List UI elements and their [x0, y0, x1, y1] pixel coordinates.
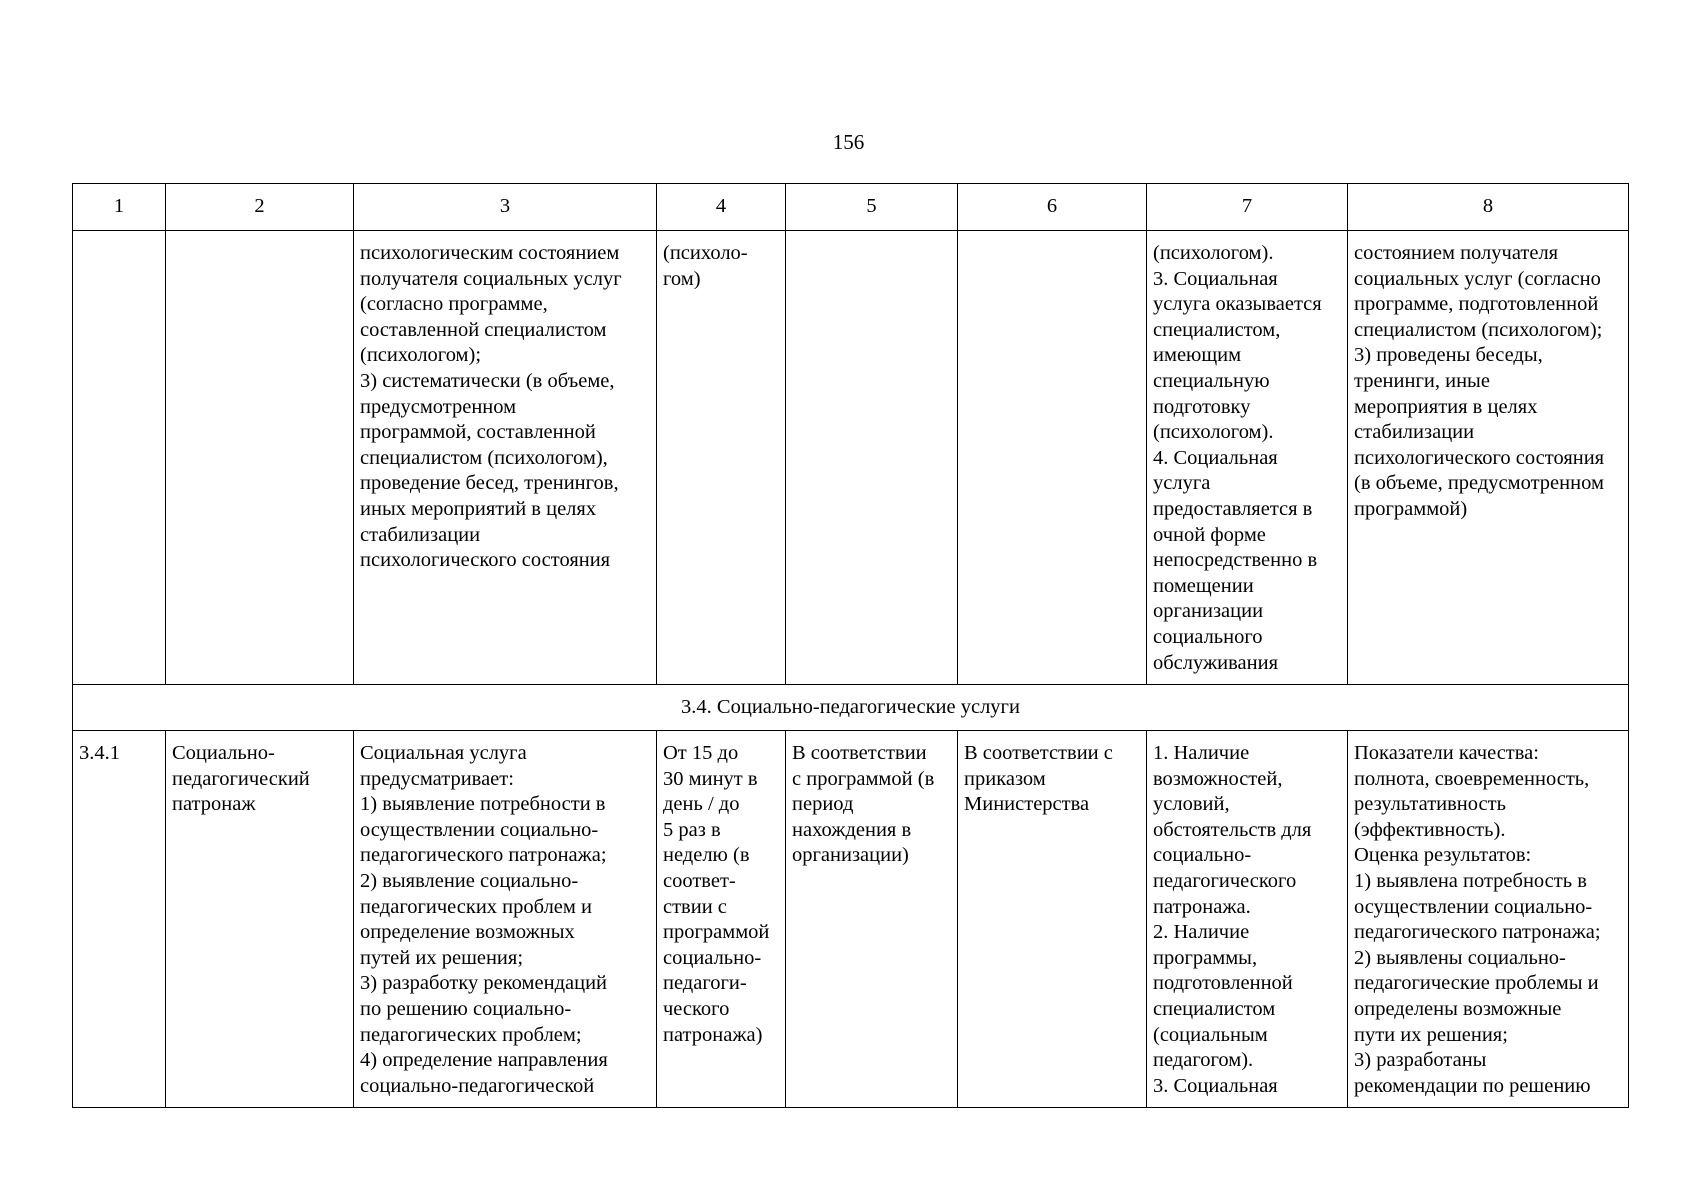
cell-frequency: [786, 231, 958, 685]
cell-tariff: В соответствии с приказом Министерства: [958, 731, 1147, 1108]
column-number-8: 8: [1348, 184, 1629, 231]
table-header-row: [73, 184, 1629, 231]
column-number-2: 2: [166, 184, 354, 231]
column-number-7: 7: [1147, 184, 1348, 231]
table-row-continued: [73, 231, 1629, 685]
section-title: 3.4. Социально-педагогические услуги: [73, 685, 1629, 731]
column-number-1: 1: [73, 184, 166, 231]
section-row: [73, 685, 1629, 731]
cell-service-name: [166, 231, 354, 685]
services-table: [72, 183, 1629, 1108]
cell-service-time: (психоло- гом): [657, 231, 786, 685]
cell-number: 3.4.1: [73, 731, 166, 1108]
cell-quality-indicators: состоянием получателя социальных услуг (согласно программе, подготовленной специалистом (психологом); 3) проведены беседы, тренинги, иные мероприятия в целях стабилизации психологического состояния (в объеме, предусмотренном программой): [1348, 231, 1629, 685]
column-number-3: 3: [354, 184, 657, 231]
table-row-3-4-1: [73, 731, 1629, 1108]
cell-service-time: От 15 до 30 минут в день / до 5 раз в неделю (в соответ- ствии с программой социально- педагоги- ческого патронажа): [657, 731, 786, 1108]
cell-conditions: (психологом). 3. Социальная услуга оказывается специалистом, имеющим специальную подготовку (психологом). 4. Социальная услуга предоставляется в очной форме непосредственно в помещении организации социального обслуживания: [1147, 231, 1348, 685]
cell-tariff: [958, 231, 1147, 685]
cell-frequency: В соответствии с программой (в период нахождения в организации): [786, 731, 958, 1108]
cell-conditions: 1. Наличие возможностей, условий, обстоятельств для социально- педагогического патронажа. 2. Наличие программы, подготовленной специалистом (социальным педагогом). 3. Социальная: [1147, 731, 1348, 1108]
cell-service-name: Социально- педагогический патронаж: [166, 731, 354, 1108]
cell-quality-indicators: Показатели качества: полнота, своевременность, результативность (эффективность). Оценка результатов: 1) выявлена потребность в осуществлении социально- педагогического патронажа; 2) выявлены социально- педагогические проблемы и определены возможные пути их решения; 3) разработаны рекомендации по решению: [1348, 731, 1629, 1108]
column-number-6: 6: [958, 184, 1147, 231]
column-number-5: 5: [786, 184, 958, 231]
page-number: 156: [832, 130, 865, 154]
cell-service-description: психологическим состоянием получателя социальных услуг (согласно программе, составленной специалистом (психологом); 3) систематически (в объеме, предусмотренном программой, составленной специалистом (психологом), проведение бесед, тренингов, иных мероприятий в целях стабилизации психологического состояния: [354, 231, 657, 685]
column-number-4: 4: [657, 184, 786, 231]
cell-service-description: Социальная услуга предусматривает: 1) выявление потребности в осуществлении социально- педагогического патронажа; 2) выявление социально- педагогических проблем и определение возможных путей их решения; 3) разработку рекомендаций по решению социально- педагогических проблем; 4) определение направления социально-педагогической: [354, 731, 657, 1108]
cell-number: [73, 231, 166, 685]
